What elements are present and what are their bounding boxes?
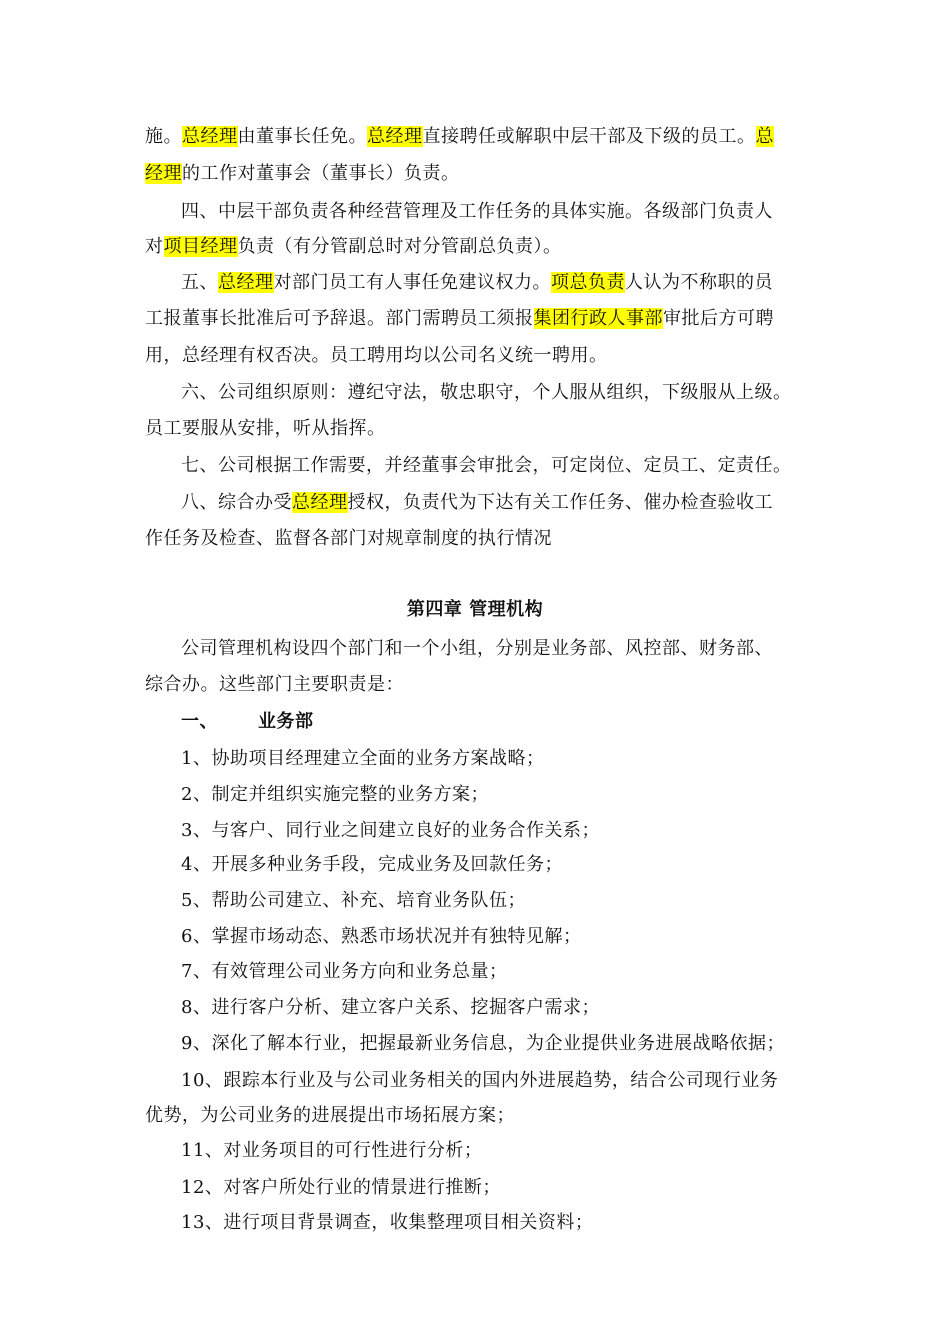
paragraph-line: 六、公司组织原则：遵纪守法，敬忠职守，个人服从组织，下级服从上级。 xyxy=(181,382,792,403)
duty-item: 5、帮助公司建立、补充、培育业务队伍； xyxy=(181,890,526,911)
text-run: 的工作对董事会（董事长）负责。 xyxy=(182,163,460,184)
chapter-title: 第四章 管理机构 xyxy=(406,599,544,620)
paragraph-line xyxy=(145,124,774,150)
text-run: 对部门员工有人事任免建议权力。 xyxy=(273,272,551,293)
text-run: 对 xyxy=(145,236,164,257)
section-number: 一、 xyxy=(181,711,218,732)
text-run: 人认为不称职的员 xyxy=(625,272,773,293)
text-run: 工报董事长批准后可予辞退。部门需聘员工须报 xyxy=(145,308,534,329)
duty-item: 3、与客户、同行业之间建立良好的业务合作关系； xyxy=(181,820,600,841)
paragraph-line: 公司管理机构设四个部门和一个小组，分别是业务部、风控部、财务部、 xyxy=(181,638,773,659)
paragraph-line xyxy=(145,161,460,187)
highlighted-term: 总经理 xyxy=(218,272,274,293)
paragraph-line xyxy=(145,234,562,260)
duty-item-continued: 优势，为公司业务的进展提出市场拓展方案； xyxy=(145,1105,515,1126)
paragraph-line: 作任务及检查、监督各部门对规章制度的执行情况 xyxy=(145,528,552,549)
section-subheading xyxy=(181,709,314,735)
duty-item: 12、对客户所处行业的情景进行推断； xyxy=(181,1177,501,1198)
paragraph-line: 四、中层干部负责各种经营管理及工作任务的具体实施。各级部门负责人 xyxy=(181,201,773,222)
duty-item: 11、对业务项目的可行性进行分析； xyxy=(181,1140,483,1161)
paragraph-line: 七、公司根据工作需要，并经董事会审批会，可定岗位、定员工、定责任。 xyxy=(181,455,792,476)
section-title: 业务部 xyxy=(258,711,314,732)
duty-item: 7、有效管理公司业务方向和业务总量； xyxy=(181,961,508,982)
highlighted-term: 总经理 xyxy=(367,126,423,147)
text-run: 授权，负责代为下达有关工作任务、催办检查验收工 xyxy=(347,492,773,513)
text-run: 审批后方可聘 xyxy=(663,308,774,329)
duty-item: 4、开展多种业务手段，完成业务及回款任务； xyxy=(181,854,563,875)
highlighted-term: 集团行政人事部 xyxy=(533,308,663,329)
text-run: 施。 xyxy=(145,126,182,147)
paragraph-line: 用，总经理有权否决。员工聘用均以公司名义统一聘用。 xyxy=(145,345,608,366)
paragraph-line xyxy=(145,306,774,332)
duty-item: 6、掌握市场动态、熟悉市场状况并有独特见解； xyxy=(181,926,582,947)
text-run: 八、综合办受 xyxy=(181,492,292,513)
duty-item: 8、进行客户分析、建立客户关系、挖掘客户需求； xyxy=(181,997,600,1018)
highlighted-term: 项目经理 xyxy=(163,236,238,257)
duty-item: 2、制定并组织实施完整的业务方案； xyxy=(181,784,489,805)
text-run: 负责（有分管副总时对分管副总负责）。 xyxy=(237,236,562,257)
duty-item: 10、跟踪本行业及与公司业务相关的国内外进展趋势，结合公司现行业务 xyxy=(181,1070,779,1091)
paragraph-line: 综合办。这些部门主要职责是： xyxy=(145,674,404,695)
text-run: 由董事长任免。 xyxy=(237,126,367,147)
duty-item: 9、深化了解本行业，把握最新业务信息，为企业提供业务进展战略依据； xyxy=(181,1033,785,1054)
highlighted-term: 项总负责 xyxy=(551,272,625,293)
highlighted-term: 总 xyxy=(755,126,774,147)
highlighted-term: 总经理 xyxy=(182,126,238,147)
highlighted-term: 总经理 xyxy=(292,492,348,513)
paragraph-line xyxy=(181,490,773,516)
text-run: 五、 xyxy=(181,272,218,293)
highlighted-term: 经理 xyxy=(145,163,182,184)
duty-item: 1、协助项目经理建立全面的业务方案战略； xyxy=(181,748,545,769)
text-run: 直接聘任或解职中层干部及下级的员工。 xyxy=(422,126,756,147)
paragraph-line xyxy=(181,270,773,296)
duty-item: 13、进行项目背景调查，收集整理项目相关资料； xyxy=(181,1212,594,1233)
paragraph-line: 员工要服从安排，听从指挥。 xyxy=(145,418,386,439)
